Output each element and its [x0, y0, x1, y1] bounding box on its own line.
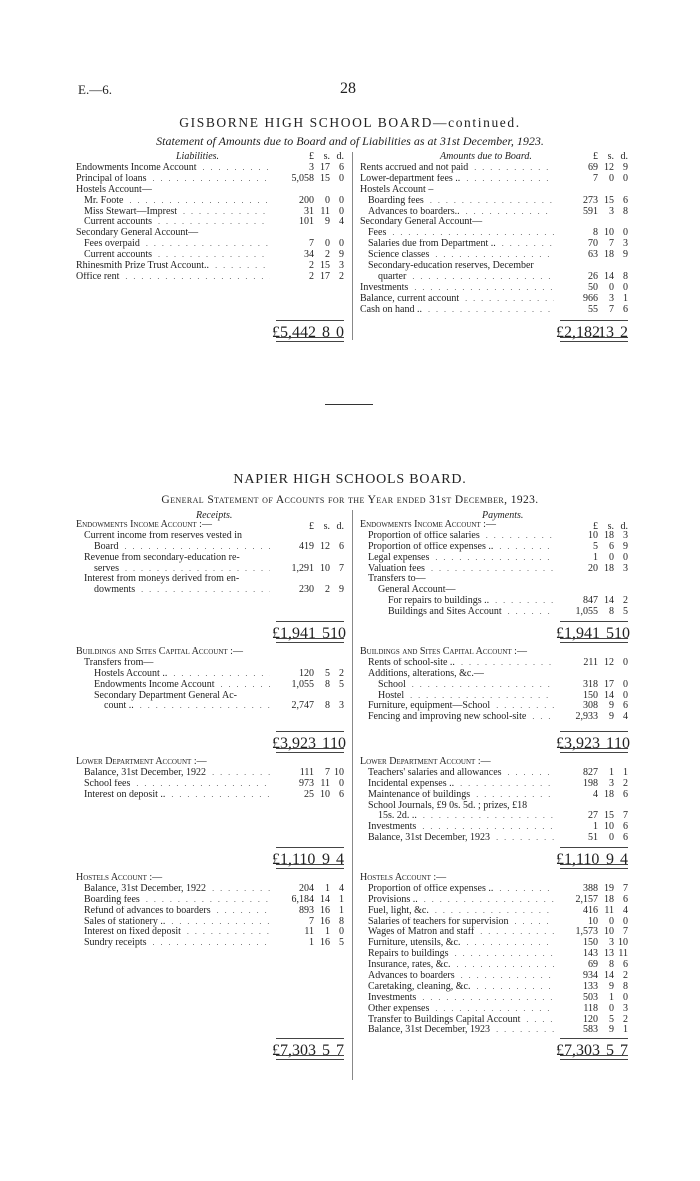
row-label: Boarding fees . . .: [368, 196, 554, 207]
row-label: Endowments Income Account :—: [76, 520, 212, 530]
row-label: Hostel . . .: [378, 691, 554, 702]
row-label: Secondary General Account—: [360, 217, 483, 228]
ledger-row: [76, 647, 344, 658]
ledger-row: Interest on fixed deposit . . . 11 1 0: [76, 927, 344, 938]
napier-column-divider: [352, 510, 353, 1080]
row-label: Balance, current account . . .: [360, 294, 554, 305]
row-label: Hostels Account :—: [76, 873, 163, 883]
row-label: Interest on fixed deposit . . .: [84, 927, 270, 938]
ledger-row: Maintenance of buildings . . . 4 18 6: [360, 790, 628, 801]
ledger-row: Office rent . . . 2 17 2: [76, 272, 344, 283]
row-label: Repairs to buildings . . .: [368, 949, 554, 960]
row-label: Other expenses . . .: [368, 1004, 554, 1015]
receipts-total-rule: [276, 638, 344, 643]
receipts-total: £1,110 9 4: [276, 847, 344, 862]
row-label: For repairs to buildings .. . . .: [388, 596, 554, 607]
payments-total: £1,110 9 4: [560, 847, 628, 862]
row-label: Caretaking, cleaning, &c. . . .: [368, 982, 554, 993]
row-label: serves . . .: [94, 564, 270, 575]
page-number: 28: [340, 80, 356, 97]
row-label: Transfers from—: [84, 657, 154, 668]
amounts-due-total-rule: [560, 337, 628, 342]
receipts-total: £3,923 1 10: [276, 731, 344, 746]
ledger-row: Balance, 31st December, 1922 . . . 204 1 4: [76, 884, 344, 895]
liabilities-column: [76, 152, 344, 283]
row-label: General Account—: [378, 585, 456, 596]
ledger-row: [76, 228, 344, 239]
payments-total: £3,923 1 10: [560, 731, 628, 746]
row-label: Hostels Account—: [76, 184, 152, 195]
row-label: Secondary Department General Ac-: [94, 690, 237, 701]
row-label: Wages of Matron and staff . . .: [368, 927, 554, 938]
ledger-row: Board . . . 419 12 6: [76, 542, 344, 553]
row-label: Additions, alterations, &c.—: [368, 668, 484, 679]
row-label: quarter . . .: [378, 272, 554, 283]
row-label: Teachers' salaries and allowances . . .: [368, 768, 554, 779]
amounts-due-total: £2,182 13 2: [560, 320, 628, 335]
receipts-section: [76, 520, 344, 596]
ledger-row: Sales of stationery .. . . . 7 16 8: [76, 917, 344, 928]
row-label: Balance, 31st December, 1922 . . .: [84, 884, 270, 895]
ledger-row: Investments . . . 50 0 0: [360, 283, 628, 294]
ledger-row: Fees overpaid . . . 7 0 0: [76, 239, 344, 250]
row-label: Refund of advances to boarders . . .: [84, 906, 270, 917]
ledger-row: [76, 553, 344, 564]
ledger-row: [76, 520, 344, 531]
row-label: Rents of school-site .. . . .: [368, 658, 554, 669]
row-label: Fees overpaid . . .: [84, 239, 270, 250]
row-label: Balance, 31st December, 1923 . . .: [368, 833, 554, 844]
receipts-total: £7,303 5 7: [276, 1038, 344, 1053]
ledger-row: Sundry receipts . . . 1 16 5: [76, 938, 344, 949]
liabilities-total-rule: [276, 337, 344, 342]
ledger-row: Caretaking, cleaning, &c. . . . 133 9 8: [360, 982, 628, 993]
ledger-row: [360, 217, 628, 228]
ledger-row: Boarding fees . . . 273 15 6: [360, 196, 628, 207]
row-label: Investments . . .: [368, 993, 554, 1004]
row-label: 15s. 2d. .. . . .: [378, 811, 554, 822]
ledger-row: Investments . . . 503 1 0: [360, 993, 628, 1004]
row-label: Hostels Account .. . . .: [94, 669, 270, 680]
ledger-row: Current accounts . . . 34 2 9: [76, 250, 344, 261]
row-label: Investments . . .: [360, 283, 554, 294]
row-label: Insurance, rates, &c. . . .: [368, 960, 554, 971]
row-label: Sales of stationery .. . . .: [84, 917, 270, 928]
row-label: Transfers to—: [368, 574, 426, 585]
ledger-row: Advances to boarders . . . 934 14 2: [360, 971, 628, 982]
ledger-row: Other expenses . . . 118 0 3: [360, 1004, 628, 1015]
pounds-header: £: [309, 151, 314, 162]
row-label: Science classes . . .: [368, 250, 554, 261]
row-label: Legal expenses . . .: [368, 553, 554, 564]
payments-section: [360, 873, 628, 1036]
ledger-row: Balance, 31st December, 1923 . . . 583 9 1: [360, 1025, 628, 1036]
row-label: count .. . . .: [104, 701, 270, 712]
row-label: School fees . . .: [84, 779, 270, 790]
ledger-row: Cash on hand .. . . . 55 7 6: [360, 305, 628, 316]
row-label: Balance, 31st December, 1922 . . .: [84, 768, 270, 779]
receipts-total-rule: [276, 1055, 344, 1060]
ledger-row: Rents of school-site .. . . . 211 12 0: [360, 658, 628, 669]
ledger-row: Mr. Foote . . . 200 0 0: [76, 196, 344, 207]
row-label: Secondary General Account—: [76, 228, 199, 239]
row-label: Hostels Account :—: [360, 873, 447, 883]
row-label: Advances to boarders . . .: [368, 971, 554, 982]
ledger-row: Hostel . . . 150 14 0: [360, 691, 628, 702]
receipts-total-rule: [276, 748, 344, 753]
ledger-row: Buildings and Sites Account . . . 1,055 8 5: [360, 607, 628, 618]
row-label: Proportion of office expenses .. . . .: [368, 884, 554, 895]
row-label: Sundry receipts . . .: [84, 938, 270, 949]
row-label: Buildings and Sites Capital Account :—: [360, 647, 527, 657]
ledger-row: Principal of loans . . . 5,058 15 0: [76, 174, 344, 185]
row-label: Current accounts . . .: [84, 217, 270, 228]
ledger-row: Current accounts . . . 101 9 4: [76, 217, 344, 228]
ledger-row: count .. . . . 2,747 8 3: [76, 701, 344, 712]
row-label: Furniture, equipment—School . . .: [368, 701, 554, 712]
row-label: Proportion of office salaries . . .: [368, 531, 554, 542]
amounts-due-heading: Amounts due to Board.: [440, 151, 532, 162]
ledger-row: 15s. 2d. .. . . . 27 15 7: [360, 811, 628, 822]
ledger-row: Rhinesmith Prize Trust Account.. . . . 2 15 3: [76, 261, 344, 272]
receipts-total-rule: [276, 864, 344, 869]
ledger-row: Hostels Account .. . . . 120 5 2: [76, 669, 344, 680]
row-label: Principal of loans . . .: [76, 174, 270, 185]
ledger-row: Wages of Matron and staff . . . 1,573 10 7: [360, 927, 628, 938]
row-label: Buildings and Sites Account . . .: [388, 607, 554, 618]
ledger-row: Balance, current account . . . 966 3 1: [360, 294, 628, 305]
row-label: Interest from moneys derived from en-: [84, 574, 240, 585]
page-reference: E.—6.: [78, 82, 112, 97]
row-label: Lower Department Account :—: [360, 757, 491, 767]
row-label: Maintenance of buildings . . .: [368, 790, 554, 801]
row-label: Cash on hand .. . . .: [360, 305, 554, 316]
row-label: Fees . . .: [368, 228, 554, 239]
row-label: Revenue from secondary-education re-: [84, 552, 240, 563]
ledger-row: Incidental expenses .. . . . 198 3 2: [360, 779, 628, 790]
receipts-total: £1,941 5 10: [276, 621, 344, 636]
payments-total-rule: [560, 1055, 628, 1060]
ledger-row: Valuation fees . . . 20 18 3: [360, 564, 628, 575]
gisborne-subtitle: Statement of Amounts due to Board and of Liabilities as at 31st December, 1923.: [156, 134, 544, 148]
row-label: Office rent . . .: [76, 272, 270, 283]
payments-section: [360, 757, 628, 844]
ledger-row: Legal expenses . . . 1 0 0: [360, 553, 628, 564]
ledger-row: Proportion of office expenses .. . . . 5 6 9: [360, 542, 628, 553]
row-label: Rents accrued and not paid . . .: [360, 163, 554, 174]
ledger-row: Boarding fees . . . 6,184 14 1: [76, 895, 344, 906]
ledger-row: Advances to boarders.. . . . 591 3 8: [360, 207, 628, 218]
ledger-row: Fees . . . 8 10 0: [360, 228, 628, 239]
liabilities-total: £5,442 8 0: [276, 320, 344, 335]
payments-total: £7,303 5 7: [560, 1038, 628, 1053]
ledger-row: Fuel, light, &c. . . . 416 11 4: [360, 906, 628, 917]
payments-total-rule: [560, 864, 628, 869]
row-label: Salaries of teachers for supervision . . .: [368, 917, 554, 928]
pence-header: d.: [336, 151, 344, 162]
ledger-row: [360, 574, 628, 585]
row-label: Miss Stewart—Imprest . . .: [84, 207, 270, 218]
row-label: Rhinesmith Prize Trust Account.. . . .: [76, 261, 270, 272]
row-label: Lower Department Account :—: [76, 757, 207, 767]
row-label: Endowments Income Account :—: [360, 520, 496, 530]
amounts-due-column: Amounts due to Board. £ s. d. Rents accrued and not paid . . . 69 12 9 Lower-department fees .. . . . 7 0 0 Hostels Account – Boarding fees . . . 273 15 6 Advances to boarders.. . . . 591 3 8 Secondary General Account— Fees . . . 8 10 0 Salaries due from Department .. . . . 70 7 3 Science classes . . . 63 18 9 Secondary-education reserves, December quarter . . . 26 14 8 Investments . . . 50 0 0 Balance, current account . . . 966 3 1 Cash on hand .. . . . 55 7 6: [360, 152, 628, 315]
ledger-row: Repairs to buildings . . . 143 13 11: [360, 949, 628, 960]
ledger-row: Balance, 31st December, 1923 . . . 51 0 6: [360, 833, 628, 844]
payments-total-rule: [560, 748, 628, 753]
ledger-row: Investments . . . 1 10 6: [360, 822, 628, 833]
ledger-row: School fees . . . 973 11 0: [76, 779, 344, 790]
row-label: Provisions .. . . .: [368, 895, 554, 906]
shillings-header: s.: [323, 151, 330, 162]
row-label: Endowments Income Account . . .: [76, 163, 270, 174]
payments-total-rule: [560, 638, 628, 643]
ledger-row: Refund of advances to boarders . . . 893 16 1: [76, 906, 344, 917]
row-label: Endowments Income Account . . .: [94, 680, 270, 691]
row-label: Current accounts . . .: [84, 250, 270, 261]
ledger-row: Endowments Income Account . . . 3 17 6: [76, 163, 344, 174]
liabilities-heading: Liabilities.: [176, 151, 220, 162]
row-label: Salaries due from Department .. . . .: [368, 239, 554, 250]
row-label: Boarding fees . . .: [84, 895, 270, 906]
row-label: Investments . . .: [368, 822, 554, 833]
payments-total: £1,941 5 10: [560, 621, 628, 636]
row-label: Hostels Account –: [360, 184, 434, 195]
ledger-row: serves . . . 1,291 10 7: [76, 564, 344, 575]
napier-subtitle: General Statement of Accounts for the Year ended 31st December, 1923.: [161, 494, 539, 506]
row-label: Buildings and Sites Capital Account :—: [76, 647, 243, 657]
row-label: dowments . . .: [94, 585, 270, 596]
ledger-row: Miss Stewart—Imprest . . . 31 11 0: [76, 207, 344, 218]
row-label: Advances to boarders.. . . .: [368, 207, 554, 218]
ledger-row: Teachers' salaries and allowances . . . 827 1 1: [360, 768, 628, 779]
receipts-section: [76, 757, 344, 801]
row-label: Fencing and improving new school-site . . .: [368, 712, 554, 723]
napier-title: NAPIER HIGH SCHOOLS BOARD.: [233, 472, 467, 487]
ledger-row: For repairs to buildings .. . . . 847 14 2: [360, 596, 628, 607]
ledger-row: Provisions .. . . . 2,157 18 6: [360, 895, 628, 906]
column-divider: [352, 152, 353, 340]
gisborne-title: GISBORNE HIGH SCHOOL BOARD—continued.: [179, 115, 521, 130]
ledger-row: Science classes . . . 63 18 9: [360, 250, 628, 261]
row-label: Incidental expenses .. . . .: [368, 779, 554, 790]
section-separator: [325, 404, 373, 405]
row-label: Mr. Foote . . .: [84, 196, 270, 207]
ledger-row: Lower-department fees .. . . . 7 0 0: [360, 174, 628, 185]
row-label: School Journals, £9 0s. 5d. ; prizes, £18: [368, 800, 528, 811]
ledger-row: Rents accrued and not paid . . . 69 12 9: [360, 163, 628, 174]
receipts-section: [76, 873, 344, 949]
row-label: Proportion of office expenses .. . . .: [368, 542, 554, 553]
ledger-row: Proportion of office expenses .. . . . 388 19 7: [360, 884, 628, 895]
ledger-row: Fencing and improving new school-site . . . 2,933 9 4: [360, 712, 628, 723]
payments-section: [360, 647, 628, 723]
ledger-row: Furniture, utensils, &c. . . . 150 3 10: [360, 938, 628, 949]
row-label: Lower-department fees .. . . .: [360, 174, 554, 185]
row-label: Valuation fees . . .: [368, 564, 554, 575]
ledger-row: School . . . 318 17 0: [360, 680, 628, 691]
row-label: Secondary-education reserves, December: [368, 261, 534, 272]
ledger-row: Furniture, equipment—School . . . 308 9 6: [360, 701, 628, 712]
ledger-row: Balance, 31st December, 1922 . . . 111 7 10: [76, 768, 344, 779]
row-label: School . . .: [378, 680, 554, 691]
ledger-row: Insurance, rates, &c. . . . 69 8 6: [360, 960, 628, 971]
ledger-row: Interest on deposit .. . . . 25 10 6: [76, 790, 344, 801]
row-label: Balance, 31st December, 1923 . . .: [368, 1025, 554, 1036]
ledger-row: Salaries due from Department .. . . . 70 7 3: [360, 239, 628, 250]
ledger-row: Salaries of teachers for supervision . . . 10 0 0: [360, 917, 628, 928]
payments-section: [360, 520, 628, 618]
ledger-row: Endowments Income Account . . . 1,055 8 5: [76, 680, 344, 691]
row-label: Fuel, light, &c. . . .: [368, 906, 554, 917]
row-label: Furniture, utensils, &c. . . .: [368, 938, 554, 949]
ledger-row: quarter . . . 26 14 8: [360, 272, 628, 283]
receipts-section: [76, 647, 344, 712]
ledger-row: dowments . . . 230 2 9: [76, 585, 344, 596]
row-label: Interest on deposit .. . . .: [84, 790, 270, 801]
ledger-row: Proportion of office salaries . . . 10 18 3: [360, 531, 628, 542]
row-label: Transfer to Buildings Capital Account . . .: [368, 1015, 554, 1026]
row-label: Board . . .: [94, 542, 270, 553]
ledger-row: Transfer to Buildings Capital Account . . . 120 5 2: [360, 1015, 628, 1026]
row-label: Current income from reserves vested in: [84, 530, 243, 541]
